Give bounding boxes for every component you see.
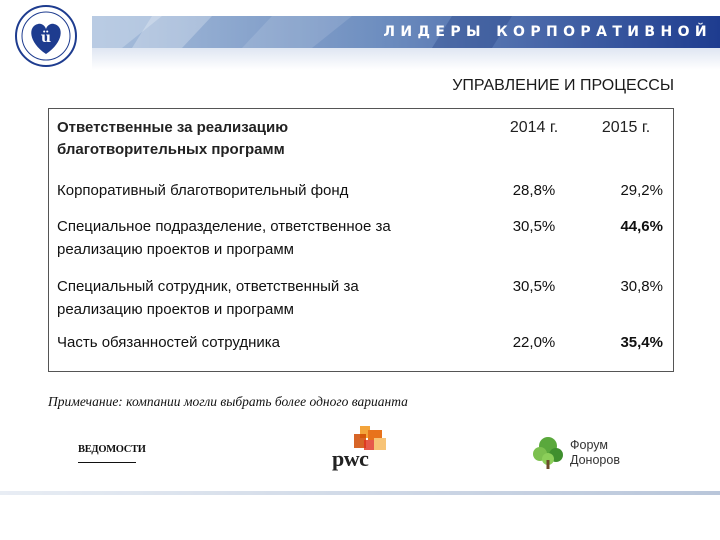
footnote: Примечание: компании могли выбрать более одного варианта [48, 394, 408, 409]
row-label [49, 331, 489, 354]
table-row [49, 271, 673, 331]
section-title: УПРАВЛЕНИЕ И ПРОЦЕССЫ [452, 77, 674, 94]
emblem-letter: ü [40, 30, 52, 46]
table-row [49, 211, 673, 271]
vedomosti-logo: ВЕДОМОСТИ [78, 444, 136, 463]
header-year-2014: 2014 г. [509, 119, 559, 136]
value-2015: 35,4% [620, 334, 663, 351]
tree-icon [530, 434, 566, 470]
value-2015: 44,6% [620, 218, 663, 235]
banner-title: ЛИДЕРЫ КОРПОРАТИВНОЙ [383, 24, 712, 40]
header-label-line1: Ответственные за реализацию [57, 119, 289, 136]
pwc-logo [330, 424, 394, 472]
row-label [49, 179, 489, 202]
banner [92, 16, 720, 48]
row-label [49, 275, 489, 321]
value-2014: 30,5% [512, 278, 556, 295]
forum-line1: Форум [570, 438, 608, 452]
value-2014: 28,8% [512, 182, 556, 199]
forum-donorov-wordmark [570, 438, 620, 468]
forum-donorov-logo [530, 434, 640, 474]
row-label-line2: реализацию проектов и программ [57, 241, 294, 258]
table-row [49, 331, 673, 371]
header-label-cell [49, 117, 489, 161]
pwc-wordmark: pwc [332, 446, 369, 471]
forum-line2: Доноров [570, 453, 620, 467]
row-label [49, 215, 489, 261]
row-label-line1: Специальный сотрудник, ответственный за [57, 278, 359, 295]
responsibility-table [48, 108, 674, 372]
footer-divider [0, 491, 720, 495]
row-label-line2: реализацию проектов и программ [57, 301, 294, 318]
header-year-2015: 2015 г. [601, 119, 651, 136]
row-label-line1: Корпоративный благотворительный фонд [57, 182, 349, 199]
header-label-line2: благотворительных программ [57, 141, 285, 158]
header-shade [92, 48, 720, 70]
table-row [49, 173, 673, 211]
value-2015: 29,2% [620, 182, 663, 199]
row-label-line1: Специальное подразделение, ответственное за [57, 218, 391, 235]
row-label-line1: Часть обязанностей сотрудника [57, 334, 281, 351]
table-header-row [49, 109, 673, 173]
value-2014: 22,0% [512, 334, 556, 351]
value-2014: 30,5% [512, 218, 556, 235]
value-2015: 30,8% [620, 278, 663, 295]
heart-emblem-logo [14, 4, 78, 68]
header [0, 0, 720, 70]
